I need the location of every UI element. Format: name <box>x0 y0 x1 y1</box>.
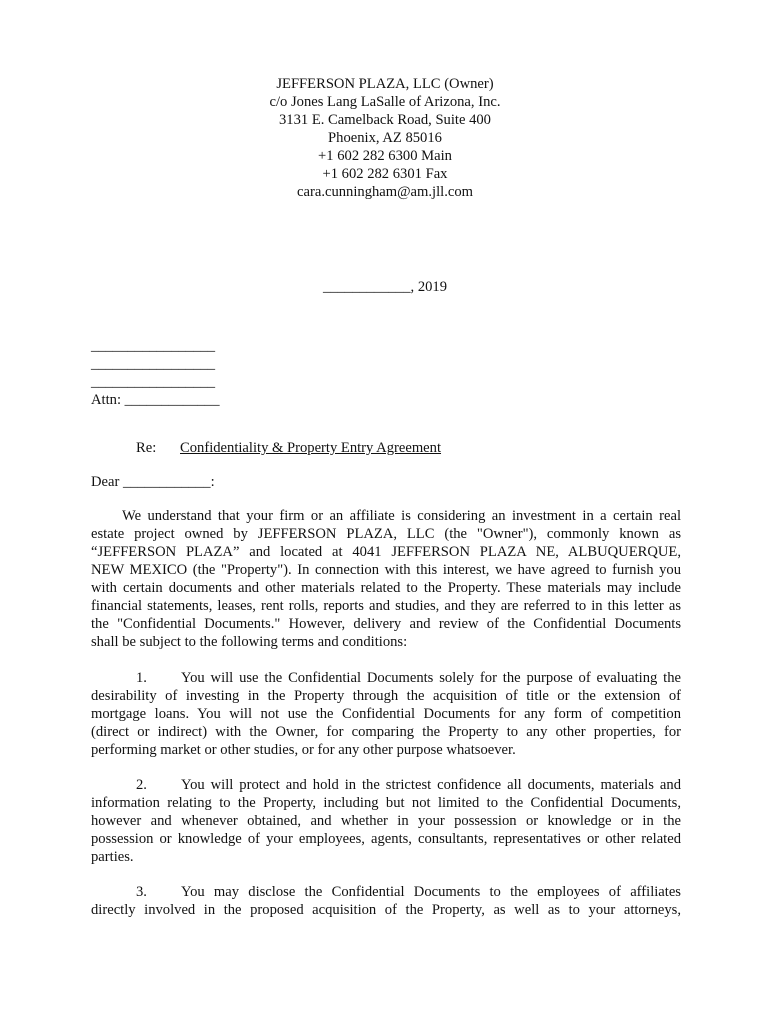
paragraph-line: NEW MEXICO (the "Property"). In connection with this interest, we have agreed to furnish you <box>91 562 681 578</box>
item-number: 3. <box>136 884 147 900</box>
item-1 <box>91 669 681 759</box>
contact-email: cara.cunningham@am.jll.com <box>297 184 473 200</box>
paragraph-line: shall be subject to the following terms and conditions: <box>91 634 408 650</box>
attention-line: Attn: _____________ <box>91 392 220 408</box>
paragraph-line: financial statements, leases, rent rolls, reports and studies, and they are referred to in this letter as <box>91 598 681 614</box>
paragraph-line: desirability of investing in the Property through the acquisition of title or the extension of <box>91 688 681 704</box>
paragraph-line: however and whenever obtained, and whether in your possession or knowledge or in the <box>91 813 681 829</box>
item-text: You will protect and hold in the strictest confidence all documents, materials and <box>181 777 681 793</box>
addressee-line: _________________ <box>91 338 216 354</box>
paragraph-line: performing market or other studies, or for any other purpose whatsoever. <box>91 742 516 758</box>
item-text: You will use the Confidential Documents solely for the purpose of evaluating the <box>181 670 681 686</box>
paragraph-line: information relating to the Property, including but not limited to the Confidential Documents, <box>91 795 681 811</box>
re-line <box>136 440 441 457</box>
item-number: 1. <box>136 670 147 686</box>
main-phone: +1 602 282 6300 Main <box>318 148 452 164</box>
paragraph-line: We understand that your firm or an affiliate is considering an investment in a certain real <box>122 508 681 524</box>
addressee-line: _________________ <box>91 356 216 372</box>
item-2 <box>91 776 681 866</box>
salutation: Dear ____________: <box>91 474 215 490</box>
city-state-zip: Phoenix, AZ 85016 <box>328 130 442 146</box>
paragraph-line: (direct or indirect) with the Owner, for comparing the Property to any other properties, for <box>91 724 681 740</box>
re-subject: Confidentiality & Property Entry Agreement <box>180 440 442 456</box>
re-label: Re: <box>136 440 157 456</box>
addressee-block <box>91 337 220 409</box>
fax-number: +1 602 282 6301 Fax <box>322 166 448 182</box>
date-line: ____________, 2019 <box>322 279 448 295</box>
care-of-line: c/o Jones Lang LaSalle of Arizona, Inc. <box>269 94 501 110</box>
paragraph-line: “JEFFERSON PLAZA” and located at 4041 JEFFERSON PLAZA NE, ALBUQUERQUE, <box>91 544 681 560</box>
street-address: 3131 E. Camelback Road, Suite 400 <box>279 112 491 128</box>
item-first-line <box>91 669 681 687</box>
paragraph-line: directly involved in the proposed acquisition of the Property, as well as to your attorneys, <box>91 902 681 918</box>
item-text: You may disclose the Confidential Documents to the employees of affiliates <box>181 884 681 900</box>
item-3 <box>91 883 681 919</box>
addressee-line: _________________ <box>91 374 216 390</box>
paragraph-line: possession or knowledge of your employees, agents, consultants, representatives or other related <box>91 831 681 847</box>
paragraph-line: mortgage loans. You will not use the Confidential Documents for any form of competition <box>91 706 681 722</box>
owner-name: JEFFERSON PLAZA, LLC (Owner) <box>276 76 494 92</box>
paragraph-line: estate project owned by JEFFERSON PLAZA, LLC (the "Owner"), commonly known as <box>91 526 681 542</box>
item-number: 2. <box>136 777 147 793</box>
paragraph-line: the "Confidential Documents." However, delivery and review of the Confidential Documents <box>91 616 681 632</box>
paragraph-line: with certain documents and other materials related to the Property. These materials may include <box>91 580 681 596</box>
letterhead <box>0 75 770 201</box>
intro-paragraph <box>91 507 681 651</box>
item-first-line <box>91 776 681 794</box>
paragraph-line: parties. <box>91 849 134 865</box>
item-first-line <box>91 883 681 901</box>
